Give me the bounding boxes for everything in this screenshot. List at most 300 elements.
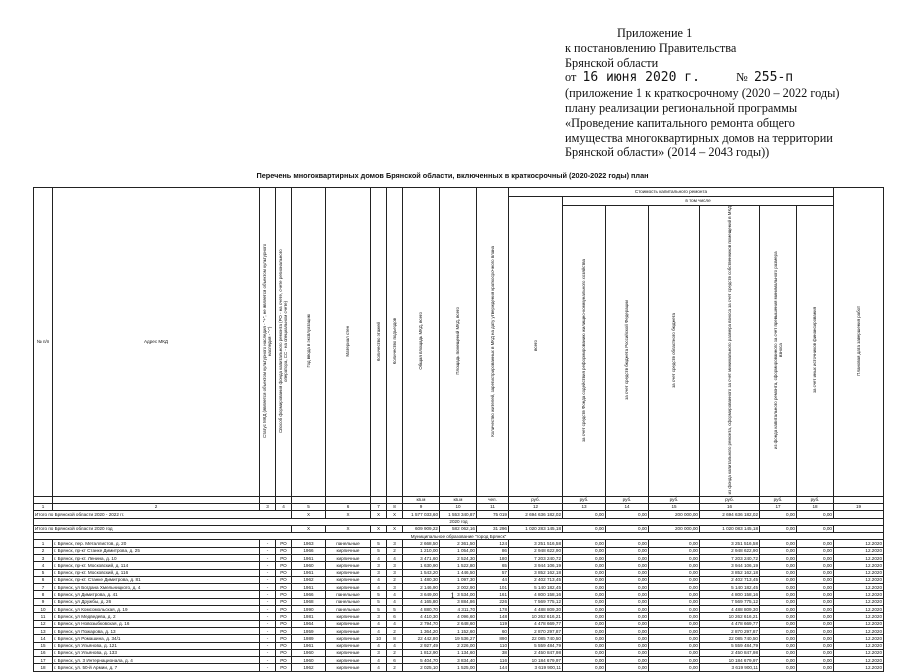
table-cell-f2: 0,00 bbox=[606, 649, 649, 656]
table-cell-date: 12.2020 bbox=[834, 576, 884, 583]
table-cell-date: 12.2020 bbox=[834, 664, 884, 671]
appendix-label: Приложение 1 bbox=[617, 26, 693, 40]
table-cell-ta: 1 543,20 bbox=[403, 569, 440, 576]
table-row bbox=[34, 569, 884, 576]
table-cell-st: - bbox=[260, 620, 276, 627]
table-cell-f1: 0,00 bbox=[563, 562, 606, 569]
table-cell-st: - bbox=[260, 635, 276, 642]
table-cell-f3: 0,00 bbox=[649, 627, 700, 634]
table-cell-la: 1 152,60 bbox=[440, 627, 477, 634]
document-header bbox=[565, 26, 900, 160]
header-cell: Адрес МКД bbox=[53, 188, 260, 497]
table-cell-st: - bbox=[260, 627, 276, 634]
decree-number: 255-п bbox=[753, 70, 794, 86]
table-cell-oth: 0,00 bbox=[797, 627, 834, 634]
table-cell-f1: 0,00 bbox=[563, 664, 606, 671]
header-cell: Стоимость капитального ремонта bbox=[509, 188, 834, 197]
table-cell-f1: 0,00 bbox=[563, 540, 606, 547]
table-cell-f1: 0,00 bbox=[563, 649, 606, 656]
table-cell-date: 12.2020 bbox=[834, 657, 884, 664]
table-cell-own: 5 140 182,45 bbox=[700, 584, 760, 591]
table-cell-f3: 0,00 bbox=[649, 584, 700, 591]
table-cell-oth: 0,00 bbox=[797, 606, 834, 613]
page-number: 1 bbox=[450, 591, 455, 600]
table-row bbox=[34, 642, 884, 649]
table-cell-year: 1959 bbox=[292, 627, 326, 634]
table-cell-addr: г. Брянск, ул Комсомольская, д. 19 bbox=[53, 606, 260, 613]
table-cell-fl: 4 bbox=[371, 657, 387, 664]
table-cell-la: 3 884,86 bbox=[440, 598, 477, 605]
table-cell-oth: 0,00 bbox=[797, 540, 834, 547]
table-cell-n: 2 bbox=[34, 547, 53, 554]
table-cell-res: 124 bbox=[477, 540, 509, 547]
table-cell-addr: г. Брянск, ул Новозыбковская, д. 16 bbox=[53, 620, 260, 627]
table-cell-date: 12.2020 bbox=[834, 584, 884, 591]
table-cell-mat: кирпичные bbox=[326, 635, 371, 642]
table-cell-la: 19 536,27 bbox=[440, 635, 477, 642]
table-cell-mat: панельные bbox=[326, 591, 371, 598]
table-cell-fund: РО bbox=[276, 613, 292, 620]
header-cell: Количество подъездов bbox=[387, 188, 403, 497]
table-cell-f2: 0,00 bbox=[606, 569, 649, 576]
table-cell-ov: 0,00 bbox=[760, 569, 797, 576]
table-cell-en: 2 bbox=[387, 649, 403, 656]
table-cell-oth: 0,00 bbox=[797, 562, 834, 569]
table-cell-fund: РО bbox=[276, 606, 292, 613]
house-rows bbox=[34, 540, 884, 671]
table-cell-f1: 0,00 bbox=[563, 591, 606, 598]
table-cell-fl: 4 bbox=[371, 584, 387, 591]
table-cell-date: 12.2020 bbox=[834, 627, 884, 634]
table-cell-f3: 0,00 bbox=[649, 540, 700, 547]
units-row: кв.м кв.м чел. руб. руб. руб. руб. руб. руб. руб. bbox=[34, 496, 884, 503]
table-cell-fl: 4 bbox=[371, 620, 387, 627]
header-cell: за счет средств собственников помещений в МКД из фонда капитального ремонта, сформированного за счет минимального размера взноса bbox=[700, 206, 760, 497]
table-cell-ta: 1 364,20 bbox=[403, 627, 440, 634]
table-cell-date: 12.2020 bbox=[834, 613, 884, 620]
table-cell-year: 1966 bbox=[292, 591, 326, 598]
table-cell-res: 57 bbox=[477, 569, 509, 576]
table-cell-f3: 0,00 bbox=[649, 606, 700, 613]
table-cell-ta: 2 668,50 bbox=[403, 540, 440, 547]
table-cell-year: 1981 bbox=[292, 613, 326, 620]
table-cell-date: 12.2020 bbox=[834, 620, 884, 627]
column-numbers-row: 1 2 3 4 5 6 7 8 9 10 11 12 13 14 15 16 17 18 19 bbox=[34, 503, 884, 510]
table-cell-date: 12.2020 bbox=[834, 649, 884, 656]
table-cell-res: 86 bbox=[477, 547, 509, 554]
year-section-row: 2020 год bbox=[34, 518, 884, 525]
table-cell-la: 2 361,50 bbox=[440, 540, 477, 547]
table-cell-f2: 0,00 bbox=[606, 598, 649, 605]
table-cell-en: 2 bbox=[387, 664, 403, 671]
table-cell-res: 44 bbox=[477, 576, 509, 583]
table-cell-la: 1 525,00 bbox=[440, 664, 477, 671]
table-cell-la: 3 834,40 bbox=[440, 657, 477, 664]
table-cell-date: 12.2020 bbox=[834, 547, 884, 554]
header-line: плану реализации региональной программы bbox=[565, 100, 798, 115]
table-cell-f2: 0,00 bbox=[606, 613, 649, 620]
table-cell-year: 1989 bbox=[292, 635, 326, 642]
table-cell-en: 3 bbox=[387, 584, 403, 591]
table-cell-own: 10 184 679,97 bbox=[700, 657, 760, 664]
table-row bbox=[34, 584, 884, 591]
table-cell-mat: кирпичные bbox=[326, 657, 371, 664]
table-cell-oth: 0,00 bbox=[797, 642, 834, 649]
table-cell-own: 3 944 106,19 bbox=[700, 562, 760, 569]
table-cell-n: 17 bbox=[34, 657, 53, 664]
table-cell-res: 148 bbox=[477, 613, 509, 620]
table-cell-oth: 0,00 bbox=[797, 657, 834, 664]
table-cell-addr: г. Брянск, пр-кт. Московский, д. 116 bbox=[53, 569, 260, 576]
table-cell-addr: г. Брянск, ул Медведева, д. 2 bbox=[53, 613, 260, 620]
table-cell-n: 13 bbox=[34, 627, 53, 634]
table-cell-year: 1962 bbox=[292, 664, 326, 671]
table-cell-la: 1 054,00 bbox=[440, 547, 477, 554]
table-cell-addr: г. Брянск, пер. Металлистов, д. 20 bbox=[53, 540, 260, 547]
table-cell-oth: 0,00 bbox=[797, 620, 834, 627]
table-cell-fund: РО bbox=[276, 562, 292, 569]
table-cell-mat: кирпичные bbox=[326, 576, 371, 583]
table-cell-f1: 0,00 bbox=[563, 584, 606, 591]
table-cell-en: 5 bbox=[387, 606, 403, 613]
table-cell-f3: 0,00 bbox=[649, 664, 700, 671]
header-cell: всего bbox=[509, 197, 563, 497]
table-cell-mat: кирпичные bbox=[326, 562, 371, 569]
table-cell-date: 12.2020 bbox=[834, 642, 884, 649]
table-cell-res: 38 bbox=[477, 649, 509, 656]
table-cell-f2: 0,00 bbox=[606, 576, 649, 583]
table-cell-n: 16 bbox=[34, 649, 53, 656]
table-cell-year: 1960 bbox=[292, 657, 326, 664]
table-cell-la: 1 446,50 bbox=[440, 569, 477, 576]
table-cell-f1: 0,00 bbox=[563, 598, 606, 605]
table-cell-f3: 0,00 bbox=[649, 555, 700, 562]
table-cell-st: - bbox=[260, 555, 276, 562]
table-cell-en: 2 bbox=[387, 576, 403, 583]
table-cell-f2: 0,00 bbox=[606, 584, 649, 591]
header-cell: № п/п bbox=[34, 188, 53, 497]
table-cell-ov: 0,00 bbox=[760, 576, 797, 583]
table-cell-ta: 22 442,80 bbox=[403, 635, 440, 642]
table-cell-oth: 0,00 bbox=[797, 569, 834, 576]
table-cell-fl: 3 bbox=[371, 562, 387, 569]
table-row bbox=[34, 562, 884, 569]
table-cell-year: 1990 bbox=[292, 606, 326, 613]
header-line: к постановлению Правительства bbox=[565, 40, 737, 55]
table-cell-mat: кирпичные bbox=[326, 555, 371, 562]
decree-date-line: от 16 июня 2020 г. № 255-п bbox=[565, 70, 794, 86]
table-cell-ov: 0,00 bbox=[760, 613, 797, 620]
table-cell-fl: 3 bbox=[371, 569, 387, 576]
table-cell-year: 1961 bbox=[292, 569, 326, 576]
table-cell-own: 2 450 847,98 bbox=[700, 649, 760, 656]
table-cell-res: 890 bbox=[477, 635, 509, 642]
table-cell-en: 2 bbox=[387, 547, 403, 554]
table-cell-addr: г. Брянск, ул Дружбы, д. 26 bbox=[53, 598, 260, 605]
table-cell-own: 3 619 900,11 bbox=[700, 664, 760, 671]
table-cell-addr: г. Брянск, ул Ульянова, д. 121 bbox=[53, 642, 260, 649]
table-cell-ta: 3 649,00 bbox=[403, 591, 440, 598]
table-cell-ta: 1 480,30 bbox=[403, 576, 440, 583]
table-cell-la: 3 534,00 bbox=[440, 591, 477, 598]
table-cell-la: 1 097,30 bbox=[440, 576, 477, 583]
table-cell-f2: 0,00 bbox=[606, 627, 649, 634]
table-cell-fl: 5 bbox=[371, 540, 387, 547]
table-cell-n: 18 bbox=[34, 664, 53, 671]
table-cell-f1: 0,00 bbox=[563, 642, 606, 649]
table-cell-year: 1961 bbox=[292, 555, 326, 562]
table-cell-ov: 0,00 bbox=[760, 547, 797, 554]
table-cell-en: 4 bbox=[387, 555, 403, 562]
table-cell-st: - bbox=[260, 569, 276, 576]
table-cell-own: 3 852 162,18 bbox=[700, 569, 760, 576]
table-cell-cost: 7 569 775,12 bbox=[509, 598, 563, 605]
table-row bbox=[34, 606, 884, 613]
table-cell-date: 12.2020 bbox=[834, 540, 884, 547]
table-row bbox=[34, 649, 884, 656]
table-cell-f1: 0,00 bbox=[563, 627, 606, 634]
table-cell-f3: 0,00 bbox=[649, 657, 700, 664]
table-cell-st: - bbox=[260, 613, 276, 620]
table-cell-mat: кирпичные bbox=[326, 664, 371, 671]
table-cell-st: - bbox=[260, 591, 276, 598]
table-cell-mat: панельные bbox=[326, 598, 371, 605]
table-row bbox=[34, 620, 884, 627]
table-cell-mat: панельные bbox=[326, 606, 371, 613]
table-cell-year: 1960 bbox=[292, 649, 326, 656]
table-cell-la: 2 524,30 bbox=[440, 555, 477, 562]
header-cell: за счет средств бюджета Российской Федерации bbox=[606, 206, 649, 497]
table-cell-ta: 1 812,90 bbox=[403, 649, 440, 656]
table-cell-n: 4 bbox=[34, 562, 53, 569]
table-cell-mat: кирпичные bbox=[326, 620, 371, 627]
table-cell-fund: РО bbox=[276, 598, 292, 605]
table-cell-cost: 4 800 158,16 bbox=[509, 591, 563, 598]
table-cell-st: - bbox=[260, 642, 276, 649]
table-cell-fl: 3 bbox=[371, 613, 387, 620]
table-cell-oth: 0,00 bbox=[797, 613, 834, 620]
table-cell-f1: 0,00 bbox=[563, 613, 606, 620]
table-cell-st: - bbox=[260, 576, 276, 583]
table-cell-f2: 0,00 bbox=[606, 540, 649, 547]
table-cell-f2: 0,00 bbox=[606, 620, 649, 627]
table-cell-n: 7 bbox=[34, 584, 53, 591]
table-cell-oth: 0,00 bbox=[797, 584, 834, 591]
table-cell-fl: 5 bbox=[371, 606, 387, 613]
table-cell-f2: 0,00 bbox=[606, 635, 649, 642]
table-cell-addr: г. Брянск, ул. 3 Интернационала, д. 4 bbox=[53, 657, 260, 664]
table-cell-la: 4 096,60 bbox=[440, 613, 477, 620]
table-cell-fund: РО bbox=[276, 620, 292, 627]
table-cell-res: 60 bbox=[477, 627, 509, 634]
table-cell-fl: 10 bbox=[371, 635, 387, 642]
table-cell-year: 1964 bbox=[292, 620, 326, 627]
table-cell-date: 12.2020 bbox=[834, 598, 884, 605]
table-cell-own: 2 870 297,87 bbox=[700, 627, 760, 634]
table-cell-la: 1 134,60 bbox=[440, 649, 477, 656]
table-cell-f2: 0,00 bbox=[606, 547, 649, 554]
table-cell-n: 5 bbox=[34, 569, 53, 576]
table-cell-addr: г. Брянск, пр-кт. Ленина, д. 10 bbox=[53, 555, 260, 562]
table-cell-la: 2 002,90 bbox=[440, 584, 477, 591]
table-cell-addr: г. Брянск, пр-кт. Станке Димитрова, д. 81 bbox=[53, 576, 260, 583]
table-cell-oth: 0,00 bbox=[797, 664, 834, 671]
table-cell-f3: 0,00 bbox=[649, 613, 700, 620]
table-cell-res: 144 bbox=[477, 664, 509, 671]
table-cell-fl: 4 bbox=[371, 555, 387, 562]
table-cell-fl: 5 bbox=[371, 591, 387, 598]
table-cell-cost: 10 184 679,97 bbox=[509, 657, 563, 664]
table-cell-cost: 10 262 616,21 bbox=[509, 613, 563, 620]
table-cell-own: 2 402 713,45 bbox=[700, 576, 760, 583]
table-cell-fund: РО bbox=[276, 664, 292, 671]
table-cell-oth: 0,00 bbox=[797, 547, 834, 554]
table-cell-fund: РО bbox=[276, 657, 292, 664]
table-cell-res: 101 bbox=[477, 584, 509, 591]
table-cell-date: 12.2020 bbox=[834, 635, 884, 642]
table-cell-mat: панельные bbox=[326, 540, 371, 547]
table-row bbox=[34, 613, 884, 620]
table-cell-n: 12 bbox=[34, 620, 53, 627]
table-cell-ov: 0,00 bbox=[760, 627, 797, 634]
table-cell-n: 15 bbox=[34, 642, 53, 649]
table-cell-f3: 0,00 bbox=[649, 598, 700, 605]
table-cell-la: 2 226,00 bbox=[440, 642, 477, 649]
table-cell-fund: РО bbox=[276, 627, 292, 634]
table-cell-cost: 3 619 900,11 bbox=[509, 664, 563, 671]
table-cell-n: 14 bbox=[34, 635, 53, 642]
table-cell-year: 1966 bbox=[292, 547, 326, 554]
table-cell-year: 1962 bbox=[292, 576, 326, 583]
table-cell-f1: 0,00 bbox=[563, 576, 606, 583]
header-line: Брянской области bbox=[565, 55, 659, 70]
table-cell-ta: 4 880,70 bbox=[403, 606, 440, 613]
table-cell-fl: 3 bbox=[371, 649, 387, 656]
table-cell-ta: 2 146,90 bbox=[403, 584, 440, 591]
table-cell-st: - bbox=[260, 606, 276, 613]
table-cell-ta: 5 404,70 bbox=[403, 657, 440, 664]
table-cell-f3: 0,00 bbox=[649, 642, 700, 649]
table-cell-res: 110 bbox=[477, 642, 509, 649]
table-cell-f2: 0,00 bbox=[606, 664, 649, 671]
table-cell-fl: 4 bbox=[371, 664, 387, 671]
table-cell-n: 1 bbox=[34, 540, 53, 547]
table-cell-addr: г. Брянск, пр-кт Станке Димитрова, д. 25 bbox=[53, 547, 260, 554]
table-cell-f1: 0,00 bbox=[563, 657, 606, 664]
table-cell-ov: 0,00 bbox=[760, 649, 797, 656]
table-cell-ov: 0,00 bbox=[760, 664, 797, 671]
table-cell-oth: 0,00 bbox=[797, 598, 834, 605]
table-cell-cost: 2 870 297,87 bbox=[509, 627, 563, 634]
header-cell: Способ формирования фонда капитального ремонта (РО - на счете, счете регионального оператора, СС - на специальном счете) bbox=[276, 188, 292, 497]
table-cell-f1: 0,00 bbox=[563, 569, 606, 576]
table-cell-cost: 3 852 162,18 bbox=[509, 569, 563, 576]
table-cell-fl: 4 bbox=[371, 627, 387, 634]
table-cell-mat: кирпичные bbox=[326, 642, 371, 649]
table-cell-ov: 0,00 bbox=[760, 598, 797, 605]
table-cell-ta: 4 410,30 bbox=[403, 613, 440, 620]
table-cell-addr: г. Брянск, пр-кт. Московский, д. 114 bbox=[53, 562, 260, 569]
table-cell-ov: 0,00 bbox=[760, 657, 797, 664]
table-cell-en: 6 bbox=[387, 613, 403, 620]
table-row bbox=[34, 576, 884, 583]
table-cell-ov: 0,00 bbox=[760, 562, 797, 569]
table-cell-cost: 5 559 484,79 bbox=[509, 642, 563, 649]
table-cell-mat: кирпичные bbox=[326, 649, 371, 656]
table-cell-date: 12.2020 bbox=[834, 591, 884, 598]
header-cell: Площадь помещений МКД, всего bbox=[440, 188, 477, 497]
table-cell-st: - bbox=[260, 584, 276, 591]
table-cell-own: 4 488 809,30 bbox=[700, 606, 760, 613]
table-row bbox=[34, 547, 884, 554]
table-cell-cost: 7 203 240,72 bbox=[509, 555, 563, 562]
table-cell-cost: 22 085 740,50 bbox=[509, 635, 563, 642]
table-cell-year: 1968 bbox=[292, 598, 326, 605]
table-cell-f1: 0,00 bbox=[563, 547, 606, 554]
table-cell-fund: РО bbox=[276, 576, 292, 583]
table-cell-res: 178 bbox=[477, 606, 509, 613]
table-cell-la: 2 648,60 bbox=[440, 620, 477, 627]
table-cell-st: - bbox=[260, 664, 276, 671]
table-cell-res: 65 bbox=[477, 562, 509, 569]
table-cell-date: 12.2020 bbox=[834, 606, 884, 613]
table-cell-st: - bbox=[260, 657, 276, 664]
table-row bbox=[34, 627, 884, 634]
table-cell-fund: РО bbox=[276, 591, 292, 598]
table-cell-date: 12.2020 bbox=[834, 569, 884, 576]
table-cell-mat: кирпичные bbox=[326, 584, 371, 591]
header-cell: за счет средств областного бюджета bbox=[649, 206, 700, 497]
table-cell-ov: 0,00 bbox=[760, 591, 797, 598]
table-cell-year: 1961 bbox=[292, 584, 326, 591]
total-2020-row: Итого по Брянской области 2020 год Х Х Х Х 609 909,22 582 062,16 31 296 1 020 283 145,18 0,00 0,00 200 000,00 1 020 083 145,18 0,00 0,00 bbox=[34, 525, 884, 532]
table-cell-ta: 4 165,80 bbox=[403, 598, 440, 605]
table-cell-f2: 0,00 bbox=[606, 657, 649, 664]
table-cell-own: 3 251 516,58 bbox=[700, 540, 760, 547]
table-cell-own: 5 559 484,79 bbox=[700, 642, 760, 649]
table-cell-ta: 1 630,90 bbox=[403, 562, 440, 569]
header-cell: Количество этажей bbox=[371, 188, 387, 497]
table-cell-f3: 0,00 bbox=[649, 591, 700, 598]
table-cell-cost: 2 948 622,90 bbox=[509, 547, 563, 554]
table-cell-f2: 0,00 bbox=[606, 591, 649, 598]
table-cell-f3: 0,00 bbox=[649, 620, 700, 627]
table-cell-en: 3 bbox=[387, 562, 403, 569]
table-cell-fl: 4 bbox=[371, 576, 387, 583]
table-cell-mat: кирпичные bbox=[326, 569, 371, 576]
table-cell-own: 7 569 775,12 bbox=[700, 598, 760, 605]
header-line: имущества многоквартирных домов на территории bbox=[565, 130, 833, 145]
table-cell-res: 116 bbox=[477, 657, 509, 664]
table-cell-own: 10 262 616,21 bbox=[700, 613, 760, 620]
table-cell-addr: г. Брянск, ул Ульянова, д. 133 bbox=[53, 649, 260, 656]
table-cell-n: 8 bbox=[34, 591, 53, 598]
header-cell: за счет средств Фонда содействия реформированию жилищно-коммунального хозяйства bbox=[563, 206, 606, 497]
table-cell-own: 2 948 622,90 bbox=[700, 547, 760, 554]
table-row bbox=[34, 540, 884, 547]
table-cell-ta: 3 471,60 bbox=[403, 555, 440, 562]
table-cell-oth: 0,00 bbox=[797, 576, 834, 583]
table-cell-ov: 0,00 bbox=[760, 635, 797, 642]
table-cell-res: 161 bbox=[477, 591, 509, 598]
table-cell-en: 8 bbox=[387, 635, 403, 642]
table-cell-res: 119 bbox=[477, 620, 509, 627]
table-cell-addr: г. Брянск, ул. 50-й Армии, д. 7 bbox=[53, 664, 260, 671]
table-cell-ta: 2 025,10 bbox=[403, 664, 440, 671]
table-cell-f3: 0,00 bbox=[649, 576, 700, 583]
header-line: «Проведение капитального ремонта общего bbox=[565, 115, 795, 130]
table-cell-own: 4 478 669,77 bbox=[700, 620, 760, 627]
